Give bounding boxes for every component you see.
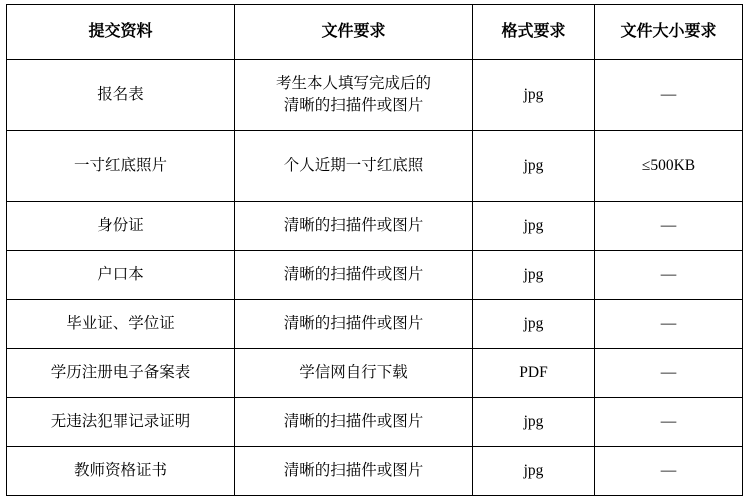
cell-format: jpg (473, 251, 595, 300)
table-row (7, 131, 743, 202)
cell-material: 毕业证、学位证 (7, 300, 235, 349)
cell-size: — (595, 447, 743, 496)
cell-size: — (595, 251, 743, 300)
cell-format: jpg (473, 60, 595, 131)
cell-size: — (595, 349, 743, 398)
table-row (7, 251, 743, 300)
cell-format: PDF (473, 349, 595, 398)
cell-material: 报名表 (7, 60, 235, 131)
cell-material: 教师资格证书 (7, 447, 235, 496)
cell-size: — (595, 202, 743, 251)
cell-material: 无违法犯罪记录证明 (7, 398, 235, 447)
table-row (7, 349, 743, 398)
cell-file-requirement: 清晰的扫描件或图片 (235, 202, 473, 251)
cell-material: 户口本 (7, 251, 235, 300)
table-row (7, 60, 743, 131)
cell-material: 学历注册电子备案表 (7, 349, 235, 398)
column-header-size-requirement: 文件大小要求 (595, 5, 743, 60)
submission-requirements-table (6, 4, 743, 496)
table-row (7, 398, 743, 447)
requirement-line: 清晰的扫描件或图片 (283, 97, 424, 114)
column-header-file-requirement: 文件要求 (235, 5, 473, 60)
cell-size: — (595, 300, 743, 349)
cell-file-requirement: 学信网自行下载 (235, 349, 473, 398)
table-row (7, 202, 743, 251)
cell-size: ≤500KB (595, 131, 743, 202)
cell-format: jpg (473, 131, 595, 202)
cell-format: jpg (473, 447, 595, 496)
column-header-material: 提交资料 (7, 5, 235, 60)
cell-file-requirement: 清晰的扫描件或图片 (235, 398, 473, 447)
cell-file-requirement: 个人近期一寸红底照 (235, 131, 473, 202)
cell-format: jpg (473, 398, 595, 447)
table-header (7, 5, 743, 60)
cell-file-requirement: 清晰的扫描件或图片 (235, 251, 473, 300)
column-header-format-requirement: 格式要求 (473, 5, 595, 60)
requirement-line: 考生本人填写完成后的 (275, 74, 431, 92)
cell-size: — (595, 398, 743, 447)
table-row (7, 300, 743, 349)
cell-file-requirement (235, 60, 473, 131)
table-row (7, 447, 743, 496)
cell-material: 一寸红底照片 (7, 131, 235, 202)
cell-format: jpg (473, 300, 595, 349)
cell-file-requirement: 清晰的扫描件或图片 (235, 447, 473, 496)
cell-size: — (595, 60, 743, 131)
cell-file-requirement: 清晰的扫描件或图片 (235, 300, 473, 349)
cell-format: jpg (473, 202, 595, 251)
cell-material: 身份证 (7, 202, 235, 251)
table-body (7, 60, 743, 496)
table-header-row (7, 5, 743, 60)
